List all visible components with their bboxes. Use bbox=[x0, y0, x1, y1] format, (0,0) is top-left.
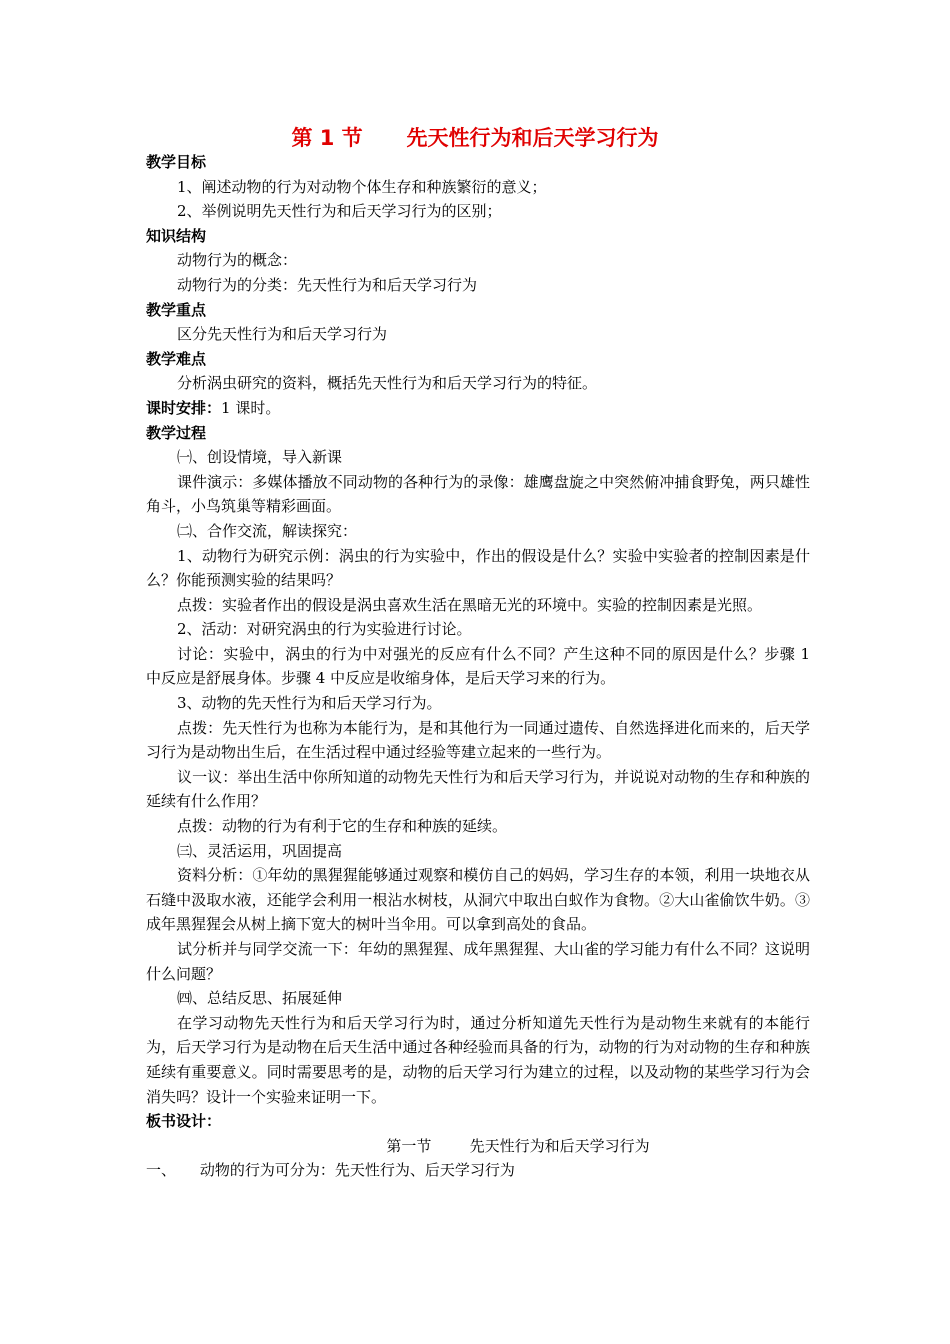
knowledge-item: 动物行为的概念： bbox=[177, 251, 298, 270]
goal-item: 2、举例说明先天性行为和后天学习行为的区别； bbox=[177, 202, 502, 221]
process-paragraph: 3、动物的先天性行为和后天学习行为。 bbox=[177, 694, 442, 713]
heading-schedule: 课时安排： bbox=[146, 398, 222, 417]
heading-teaching-focus: 教学重点 bbox=[146, 300, 207, 319]
process-paragraph: ㈡、合作交流，解读探究： bbox=[177, 521, 358, 540]
difficulty-item: 分析涡虫研究的资料，概括先天性行为和后天学习行为的特征。 bbox=[177, 374, 598, 393]
document-body bbox=[146, 150, 810, 1183]
process-paragraph: 资料分析：①年幼的黑猩猩能够通过观察和模仿自己的妈妈，学习生存的本领，利用一块地衣从石缝中汲取水液，还能学会利用一根沾水树枝，从洞穴中取出白蚁作为食物。②大山雀偷饮牛奶。③成年黑猩猩会从树上摘下宽大的树叶当伞用。可以拿到高处的食品。 bbox=[146, 866, 810, 934]
heading-teaching-goals: 教学目标 bbox=[146, 153, 207, 171]
schedule-line bbox=[146, 396, 810, 421]
board-line: 一、 动物的行为可分为：先天性行为、后天学习行为 bbox=[146, 1161, 515, 1180]
heading-knowledge-structure: 知识结构 bbox=[146, 226, 207, 245]
process-paragraph: 点拨：动物的行为有利于它的生存和种族的延续。 bbox=[177, 817, 508, 836]
goal-item: 1、阐述动物的行为对动物个体生存和种族繁衍的意义； bbox=[177, 177, 547, 196]
process-paragraph: 2、活动：对研究涡虫的行为实验进行讨论。 bbox=[177, 620, 472, 639]
page-title: 第 1 节 先天性行为和后天学习行为 bbox=[291, 126, 659, 150]
process-paragraph: 讨论：实验中，涡虫的行为中对强光的反应有什么不同？产生这种不同的原因是什么？步骤 1 中反应是舒展身体。步骤 4 中反应是收缩身体，是后天学习来的行为。 bbox=[146, 644, 810, 688]
process-paragraph: ㈣、总结反思、拓展延伸 bbox=[177, 989, 343, 1008]
process-paragraph: 试分析并与同学交流一下：年幼的黑猩猩、成年黑猩猩、大山雀的学习能力有什么不同？这说明什么问题？ bbox=[146, 940, 810, 983]
process-paragraph: 1、动物行为研究示例：涡虫的行为实验中，作出的假设是什么？实验中实验者的控制因素是什么？你能预测实验的结果吗？ bbox=[146, 546, 810, 590]
heading-board-design: 板书设计： bbox=[146, 1112, 222, 1131]
process-paragraph: 在学习动物先天性行为和后天学习行为时，通过分析知道先天性行为是动物生来就有的本能行为，后天学习行为是动物在后天生活中通过各种经验而具备的行为，动物的行为对动物的生存和种族延续有重要意义。同时需要思考的是，动物的后天学习行为建立的过程，以及动物的某些学习行为会消失吗？设计一个实验来证明一下。 bbox=[146, 1013, 810, 1106]
process-paragraph: 议一议：举出生活中你所知道的动物先天性行为和后天学习行为，并说说对动物的生存和种族的延续有什么作用？ bbox=[146, 767, 810, 811]
heading-teaching-process: 教学过程 bbox=[146, 423, 207, 442]
schedule-value: 1 课时。 bbox=[221, 398, 281, 417]
board-title: 第一节 先天性行为和后天学习行为 bbox=[386, 1136, 650, 1155]
focus-item: 区分先天性行为和后天学习行为 bbox=[177, 325, 388, 344]
process-paragraph: ㈠、创设情境，导入新课 bbox=[177, 448, 343, 467]
process-paragraph: ㈢、灵活运用，巩固提高 bbox=[177, 841, 343, 860]
knowledge-item: 动物行为的分类：先天性行为和后天学习行为 bbox=[177, 275, 478, 294]
process-paragraph: 点拨：先天性行为也称为本能行为，是和其他行为一同通过遗传、自然选择进化而来的，后天学习行为是动物出生后，在生活过程中通过经验等建立起来的一些行为。 bbox=[146, 718, 810, 762]
process-paragraph: 点拨：实验者作出的假设是涡虫喜欢生活在黑暗无光的环境中。实验的控制因素是光照。 bbox=[177, 595, 763, 614]
process-paragraph: 课件演示：多媒体播放不同动物的各种行为的录像：雄鹰盘旋之中突然俯冲捕食野兔，两只雄性角斗，小鸟筑巢等精彩画面。 bbox=[146, 472, 810, 516]
heading-teaching-difficulty: 教学难点 bbox=[146, 349, 207, 368]
